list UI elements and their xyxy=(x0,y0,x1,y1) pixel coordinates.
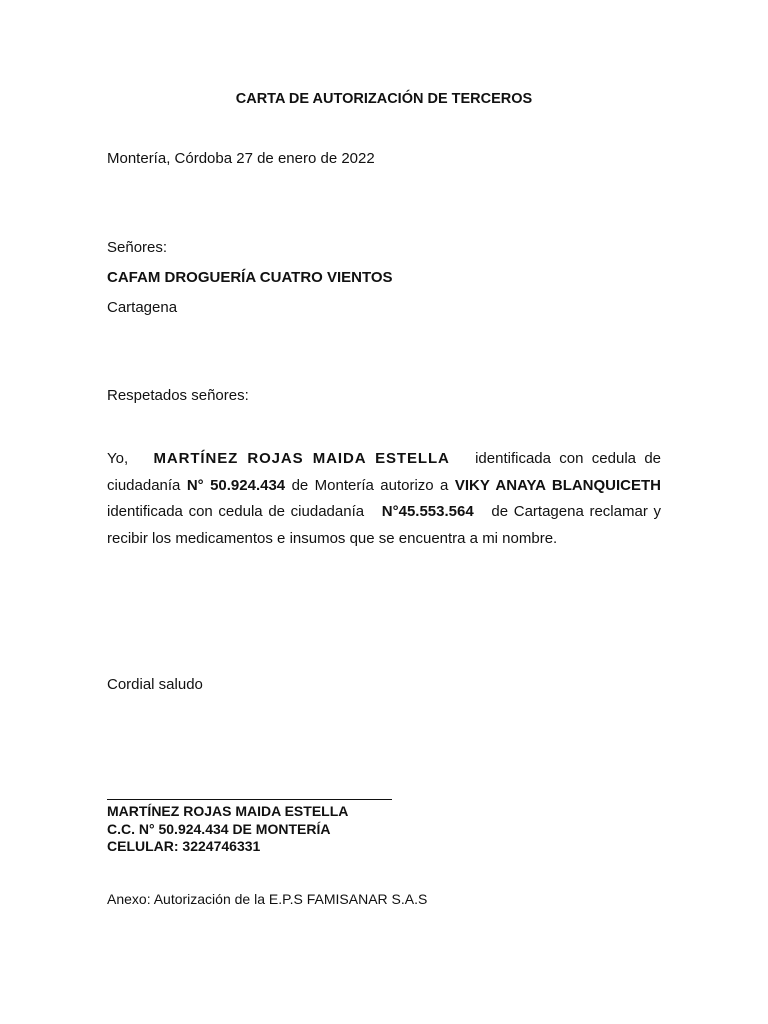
signature-line xyxy=(107,799,392,800)
signature-phone: CELULAR: 3224746331 xyxy=(107,838,261,854)
grantor-name: MARTÍNEZ ROJAS MAIDA ESTELLA xyxy=(153,450,450,467)
yo-text: Yo, xyxy=(107,450,129,467)
authorized-name: VIKY ANAYA BLANQUICETH xyxy=(454,476,662,494)
place-date: Montería, Córdoba 27 de enero de 2022 xyxy=(107,150,375,167)
body-text-3: de Montería autorizo a xyxy=(291,476,449,494)
paragraph-line-1 xyxy=(107,446,661,473)
closing: Cordial saludo xyxy=(107,676,203,693)
document-title: CARTA DE AUTORIZACIÓN DE TERCEROS xyxy=(235,91,533,107)
body-text-5: de Cartagena reclamar y xyxy=(491,503,661,520)
greeting: Respetados señores: xyxy=(107,387,249,404)
authorization-paragraph xyxy=(107,446,661,552)
paragraph-line-2 xyxy=(107,473,661,500)
body-text-1: identificada con cedula de xyxy=(475,450,662,467)
paragraph-line-4 xyxy=(107,526,661,553)
signature-id: C.C. N° 50.924.434 DE MONTERÍA xyxy=(107,821,331,837)
annex-note: Anexo: Autorización de la E.P.S FAMISANAR S.A.S xyxy=(107,891,428,907)
recipient-city: Cartagena xyxy=(107,299,178,316)
signature-name: MARTÍNEZ ROJAS MAIDA ESTELLA xyxy=(107,803,349,819)
recipient-company: CAFAM DROGUERÍA CUATRO VIENTOS xyxy=(107,269,393,286)
grantor-id: N° 50.924.434 xyxy=(186,476,286,494)
body-text-4: identificada con cedula de ciudadanía xyxy=(107,503,365,520)
body-text-2: ciudadanía xyxy=(107,476,181,494)
paragraph-line-3 xyxy=(107,499,661,526)
authorized-id: N°45.553.564 xyxy=(381,503,474,520)
body-text-6: recibir los medicamentos e insumos que se encuentra a mi nombre. xyxy=(107,529,558,547)
recipient-salutation: Señores: xyxy=(107,239,168,256)
